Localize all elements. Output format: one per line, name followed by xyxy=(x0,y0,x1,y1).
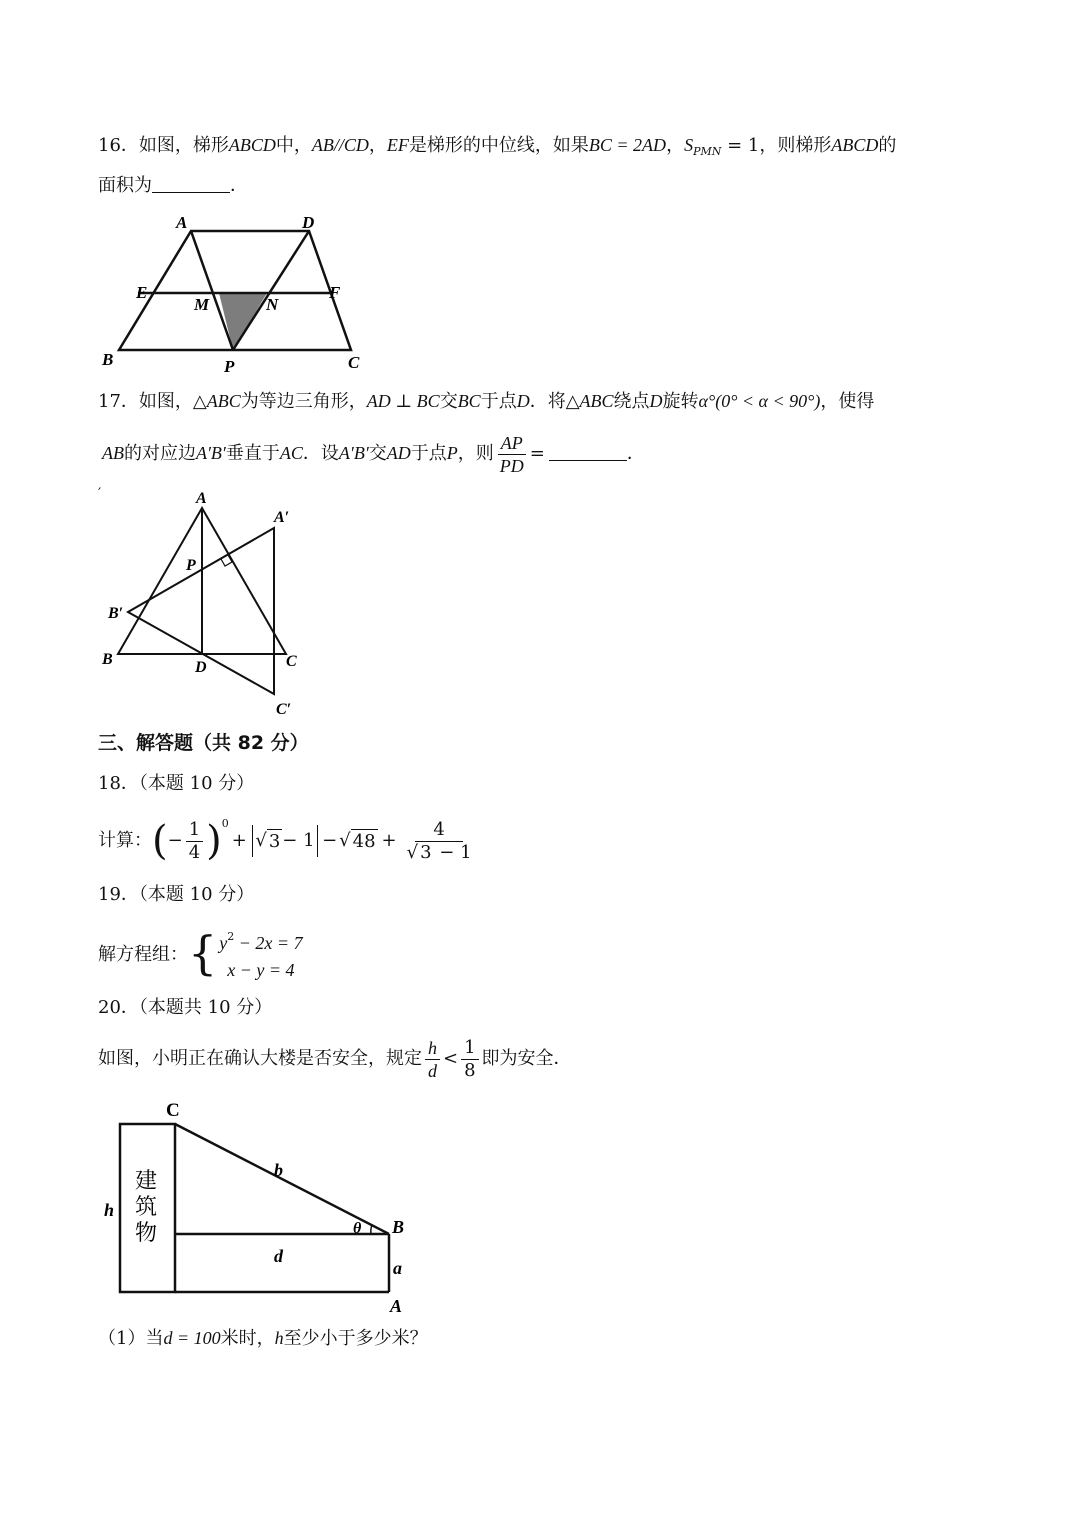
q17-rotation-figure xyxy=(96,484,316,720)
q16-label-e: E xyxy=(136,283,148,302)
q18-right-paren: ) xyxy=(206,818,222,864)
q16-label-b: B xyxy=(102,350,114,369)
q16-label-n: N xyxy=(266,295,279,314)
q17-line2: AB的对应边A′B′垂直于AC．设A′B′交AD于点P，则 $\frac{AP}{PD}$ = ． xyxy=(102,432,645,476)
q20-statement: 如图，小明正在确认大楼是否安全，规定 $\frac{h}{d}$ < $\frac{1}{8}$ 即为安全． xyxy=(98,1036,572,1081)
q18-expression: 计算： ( − $\frac{1}{4}$ ) 0 + √ 3 − 1 − √ 48 + $\frac{4}{√ 3 - 1}$ xyxy=(98,814,478,868)
q16-label-m: M xyxy=(194,295,210,314)
q18-left-paren: ( xyxy=(152,818,168,864)
q16-trapezoid-figure xyxy=(96,208,386,378)
q16-label-a: A xyxy=(176,213,188,232)
q20-label-a-point: A xyxy=(390,1296,403,1316)
q20-subquestion-1: （1）当d = 100米时，h至少小于多少米？ xyxy=(98,1328,428,1349)
q18-fraction-quarter: $\frac{1}{4}$ xyxy=(186,819,203,864)
q18-sqrt-sign-3: √ xyxy=(406,841,419,863)
q20-label-theta: θ xyxy=(353,1220,362,1237)
q16-segment-dp xyxy=(233,231,309,350)
q20-building-char-3: 物 xyxy=(135,1220,158,1245)
q19-equation-1: $y^2 - 2x = 7$ xyxy=(219,929,303,953)
q17-label-a: A xyxy=(196,490,207,507)
q19-header: 19．（本题 10 分） xyxy=(98,884,255,905)
q19-system: 解方程组： { $y^2 - 2x = 7$ x − y = 4 xyxy=(98,925,303,981)
q20-label-h: h xyxy=(104,1200,115,1220)
q17-label-p: P xyxy=(186,557,196,574)
q20-angle-arc xyxy=(371,1225,372,1234)
q19-equation-2: x − y = 4 xyxy=(227,959,295,980)
q17-label-d: D xyxy=(195,659,207,676)
q17-label-b: B xyxy=(102,651,113,668)
section-3-title: 三、解答题（共 82 分） xyxy=(98,732,309,754)
q17-stray-mark: ′ xyxy=(98,486,102,502)
q20-label-a-side: a xyxy=(393,1258,402,1278)
q18-header: 18．（本题 10 分） xyxy=(98,773,255,794)
q18-abs-right xyxy=(317,825,319,857)
q18-abs-left xyxy=(252,825,254,857)
q16-line2: 面积为 ． xyxy=(98,175,248,196)
q20-building-char-1: 建 xyxy=(135,1168,158,1193)
q20-building-figure xyxy=(96,1092,426,1322)
q20-label-d: d xyxy=(274,1246,283,1266)
q16-line1: 16．如图，梯形ABCD中，AB//CD，EF是梯形的中位线，如果BC = 2AD，$S_{PMN} = 1$，则梯形ABCD的 xyxy=(98,135,897,158)
q20-building-char-2: 筑 xyxy=(135,1194,158,1219)
q20-fraction-h-over-d: $\frac{h}{d}$ xyxy=(425,1037,440,1082)
q17-answer-blank[interactable] xyxy=(549,442,627,461)
q20-label-c: C xyxy=(166,1100,180,1121)
q16-label-p: P xyxy=(224,357,235,376)
q20-label-b-side: b xyxy=(274,1160,283,1180)
q16-label-f: F xyxy=(329,283,341,302)
q17-line1: 17．如图，△ABC为等边三角形，AD ⊥ BC交BC于点D．将△ABC绕点D旋转α°(0° < α < 90°)，使得 xyxy=(98,391,875,412)
q18-sqrt-sign-2: √ xyxy=(339,830,351,851)
q16-segment-ap xyxy=(191,231,233,350)
q17-label-ap: A′ xyxy=(274,509,290,526)
q17-label-bp: B′ xyxy=(108,605,124,622)
q18-sqrt-sign-1: √ xyxy=(255,830,267,851)
q20-fraction-one-eighth: $\frac{1}{8}$ xyxy=(461,1037,478,1082)
q20-label-b-point: B xyxy=(392,1217,405,1237)
q19-brace: { xyxy=(188,926,218,980)
q18-fraction-four: $\frac{4}{√ 3 - 1}$ xyxy=(406,818,472,863)
q17-label-c: C xyxy=(286,653,297,670)
q17-label-cp: C′ xyxy=(276,701,292,718)
q17-ratio-fraction: $\frac{AP}{PD}$ xyxy=(499,432,524,476)
q20-header: 20．（本题共 10 分） xyxy=(98,997,273,1018)
q16-shaded-triangle-pmn xyxy=(219,293,267,350)
q16-answer-blank[interactable] xyxy=(152,174,230,193)
q16-label-c: C xyxy=(348,353,360,372)
q16-label-d: D xyxy=(302,213,315,232)
